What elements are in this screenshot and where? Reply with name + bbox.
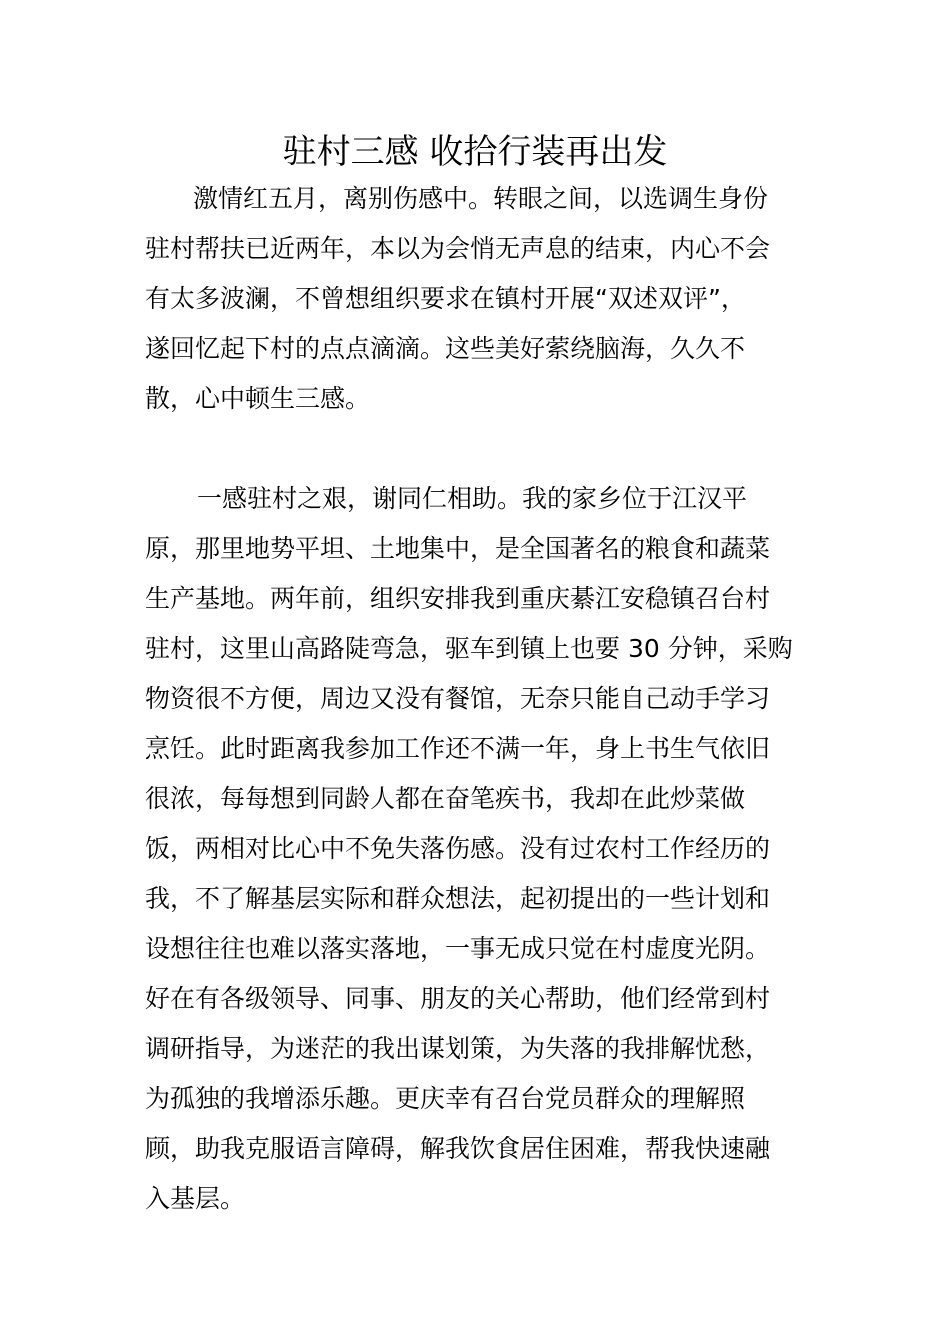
paragraph-line: 散，心中顿生三感。 bbox=[145, 384, 371, 413]
paragraph-line: 激情红五月，离别伤感中。转眼之间，以选调生身份 bbox=[168, 184, 769, 213]
paragraph-line: 烹饪。此时距离我参加工作还不满一年，身上书生气依旧 bbox=[145, 734, 771, 763]
paragraph-line: 我，不了解基层实际和群众想法，起初提出的一些计划和 bbox=[145, 884, 771, 913]
paragraph-line: 原，那里地势平坦、土地集中，是全国著名的粮食和蔬菜 bbox=[145, 534, 771, 563]
paragraph-line: 顾，助我克服语言障碍，解我饮食居住困难，帮我快速融 bbox=[145, 1134, 771, 1163]
paragraph-line: 一感驻村之艰，谢同仁相助。我的家乡位于江汉平 bbox=[172, 484, 748, 513]
document-title: 驻村三感 收拾行装再出发 bbox=[282, 132, 668, 172]
paragraph-line: 为孤独的我增添乐趣。更庆幸有召台党员群众的理解照 bbox=[145, 1084, 746, 1113]
paragraph-line: 很浓，每每想到同龄人都在奋笔疾书，我却在此炒菜做 bbox=[145, 784, 746, 813]
paragraph-line: 驻村，这里山高路陡弯急，驱车到镇上也要 30 分钟，采购 bbox=[145, 634, 793, 663]
paragraph-line: 有太多波澜，不曾想组织要求在镇村开展“双述双评”， bbox=[145, 284, 746, 313]
paragraph-line: 设想往往也难以落实落地，一事无成只觉在村虚度光阴。 bbox=[145, 934, 771, 963]
paragraph-line: 入基层。 bbox=[145, 1184, 246, 1213]
paragraph-line: 物资很不方便，周边又没有餐馆，无奈只能自己动手学习 bbox=[145, 684, 771, 713]
paragraph-line: 生产基地。两年前，组织安排我到重庆綦江安稳镇召台村 bbox=[145, 584, 771, 613]
paragraph-line: 遂回忆起下村的点点滴滴。这些美好萦绕脑海，久久不 bbox=[145, 334, 746, 363]
paragraph-line: 好在有各级领导、同事、朋友的关心帮助，他们经常到村 bbox=[145, 984, 771, 1013]
paragraph-line: 调研指导，为迷茫的我出谋划策，为失落的我排解忧愁， bbox=[145, 1034, 771, 1063]
paragraph-line: 饭，两相对比心中不免失落伤感。没有过农村工作经历的 bbox=[145, 834, 771, 863]
paragraph-line: 驻村帮扶已近两年，本以为会悄无声息的结束，内心不会 bbox=[145, 234, 771, 263]
